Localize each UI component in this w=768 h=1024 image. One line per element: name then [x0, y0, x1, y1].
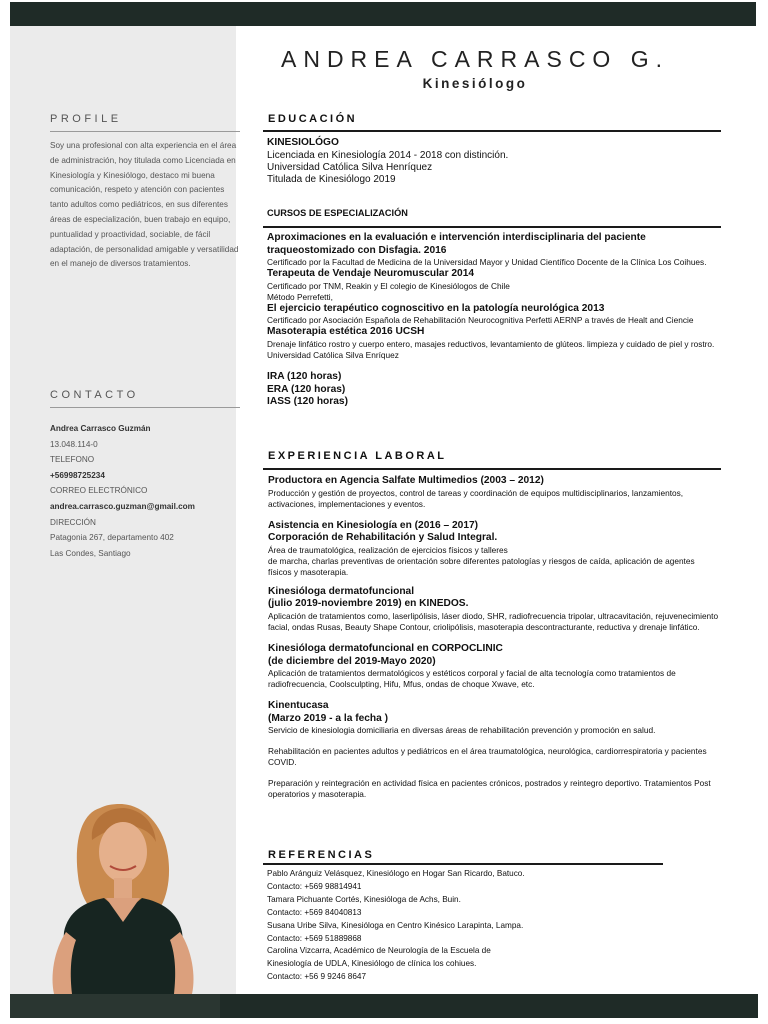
job-5-title: Kinentucasa	[268, 700, 329, 712]
education-line-1: Licenciada en Kinesiología 2014 - 2018 con distinción.	[267, 149, 509, 161]
job-5-period: (Marzo 2019 - a la fecha )	[268, 712, 389, 724]
job-1-desc: Producción y gestión de proyectos, control de tareas y coordinación de equipos multidisciplinarios, lanzamientos, activaciones, implementaciones y eventos.	[268, 487, 684, 509]
phone-label: TELEFONO	[50, 455, 95, 465]
course-3-desc: Certificado por Asociación Española de Rehabilitación Neurocognitiva Perfetti AERNP a través de Healt and Ciencie	[267, 315, 694, 326]
references-heading: REFERENCIAS	[268, 849, 375, 861]
contact-heading: CONTACTO	[50, 389, 139, 401]
address-line2: Las Condes, Santiago	[50, 548, 131, 558]
extra-course-ira: IRA (120 horas)	[267, 370, 342, 382]
course-3-title: El ejercicio terapéutico cognoscitivo en la patología neurológica 2013	[267, 302, 605, 314]
course-3-prefix: Método Perrefetti,	[267, 291, 333, 302]
job-2-desc-1: Área de traumatológica, realización de ejercicios físicos y talleres	[268, 544, 508, 555]
reference-line-5: Susana Uribe Silva, Kinesióloga en Centro Kinésico Larapinta, Lampa.	[267, 920, 524, 930]
job-3-desc: Aplicación de tratamientos como, laserlipólisis, láser diodo, SHR, radiofrecuencia tripolar, ultracavitación, rejuvenecimiento facial, ondas Rusas, Beauty Shape Contour, criolipólisis, masoterapia descontracturante, reductiva y drenaje linfático.	[268, 610, 719, 632]
reference-line-8: Kinesiología de UDLA, Kinesiólogo de clínica los cohiues.	[267, 959, 477, 969]
bottom-bar	[220, 994, 758, 1018]
education-degree-block	[267, 137, 719, 187]
contact-block	[50, 421, 240, 561]
degree-title: KINESIOLÓGO	[267, 137, 339, 148]
experience-list	[268, 475, 720, 800]
contact-rut: 13.048.114-0	[50, 439, 98, 449]
course-2-title: Terapeuta de Vendaje Neuromuscular 2014	[267, 268, 475, 280]
job-2-organization: Corporación de Rehabilitación y Salud Integral.	[268, 532, 498, 544]
contact-divider	[50, 407, 240, 408]
course-4-institution: Universidad Católica Silva Enríquez	[267, 349, 399, 360]
contact-name: Andrea Carrasco Guzmán	[50, 424, 151, 433]
course-2-desc: Certificado por TNM, Reakin y El colegio de Kinesiólogos de Chile	[267, 280, 510, 291]
profile-divider	[50, 131, 240, 132]
phone-value[interactable]: +56998725234	[50, 470, 105, 480]
bottom-bar-left	[10, 994, 220, 1018]
top-bar	[10, 2, 756, 26]
job-4-title: Kinesióloga dermatofuncional en CORPOCLINIC	[268, 642, 503, 654]
email-value[interactable]: andrea.carrasco.guzman@gmail.com	[50, 501, 195, 511]
profile-photo	[40, 800, 215, 994]
education-heading: EDUCACIÓN	[268, 113, 358, 125]
course-1-desc: Certificado por la Facultad de Medicina de la Universidad Mayor y Unidad Científico Docente de la Clínica Los Coihues.	[267, 257, 707, 268]
course-4-title: Masoterapia estética 2016 UCSH	[267, 326, 425, 338]
job-1-title: Productora en Agencia Salfate Multimedios (2003 – 2012)	[268, 475, 544, 486]
references-divider	[263, 863, 663, 865]
courses-heading-wrap	[267, 208, 719, 218]
job-3-period: (julio 2019-noviembre 2019) en KINEDOS.	[268, 598, 469, 610]
references-list	[267, 868, 719, 984]
job-5-desc-3: Preparación y reintegración en actividad física en pacientes crónicos, postrados y reintegro deportivo. Tratamientos Post operatorios y masoterapia.	[268, 778, 711, 800]
address-line1: Patagonia 267, departamento 402	[50, 533, 174, 543]
courses-list	[267, 232, 719, 409]
education-line-3: Titulada de Kinesiólogo 2019	[267, 174, 396, 186]
job-title: Kinesiólogo	[422, 76, 528, 91]
extra-course-era: ERA (120 horas)	[267, 383, 346, 395]
reference-line-6: Contacto: +569 51889868	[267, 933, 362, 943]
email-label: CORREO ELECTRÓNICO	[50, 486, 148, 496]
page-title: ANDREA CARRASCO G.	[281, 46, 669, 72]
course-1-title: Aproximaciones en la evaluación e intervención interdisciplinaria del paciente traqueostomizado con Disfagia. 2016	[267, 232, 646, 256]
job-2-title: Asistencia en Kinesiología en (2016 – 2017)	[268, 519, 479, 531]
extra-course-iass: IASS (120 horas)	[267, 396, 348, 408]
reference-line-4: Contacto: +569 84040813	[267, 907, 362, 917]
profile-heading: PROFILE	[50, 113, 122, 125]
job-2-desc-2: de marcha, charlas preventivas de orientación sobre diferentes patologías y riesgos de caída, aplicación de agentes físicos y masoterapia.	[268, 555, 695, 577]
job-4-desc: Aplicación de tratamientos dermatológicos y estéticos corporal y facial de alta tecnología como tratamientos de radiofrecuencia, Coolsculpting, Hifu, Mfus, ondas de choque Xwave, etc.	[268, 668, 676, 690]
courses-heading: CURSOS DE ESPECIALIZACIÓN	[267, 208, 408, 218]
reference-line-1: Pablo Aránguiz Velásquez, Kinesiólogo en Hogar San Ricardo, Batuco.	[267, 869, 525, 878]
reference-line-7: Carolina Vizcarra, Académico de Neurología de la Escuela de	[267, 946, 491, 956]
profile-text: Soy una profesional con alta experiencia en el área de administración, hoy titulada como Licenciada en Kinesiología y Kinesiólogo, destaco mi buena comunicación, respeto y atención con pacientes tanto adultos como pediátricos, en sus diferentes áreas de especialización, buen trabajo en equipo, puntualidad y proactividad, sociable, de fácil adaptación, de personalidad amigable y versatilidad en el manejo de diversos tratamientos.	[50, 141, 239, 269]
experience-divider	[263, 468, 721, 470]
courses-divider	[263, 226, 721, 228]
job-5-desc-2: Rehabilitación en pacientes adultos y pediátricos en el área traumatológica, neurológica, cardiorrespiratoria y pacientes COVID.	[268, 746, 707, 768]
experience-heading: EXPERIENCIA LABORAL	[268, 450, 447, 462]
reference-line-2: Contacto: +569 98814941	[267, 881, 362, 891]
reference-line-3: Tamara Pichuante Cortés, Kinesióloga de Achs, Buin.	[267, 894, 461, 904]
reference-line-9: Contacto: +56 9 9246 8647	[267, 972, 367, 982]
course-4-desc: Drenaje linfático rostro y cuerpo entero, masajes reductivos, levantamiento de glúteos. limpieza y cuidado de piel y rostro.	[267, 338, 715, 349]
education-line-2: Universidad Católica Silva Henríquez	[267, 162, 433, 173]
address-label: DIRECCIÓN	[50, 517, 96, 527]
job-5-desc-1: Servicio de kinesiologia domiciliaria en diversas áreas de rehabilitación prevención y promoción en salud.	[268, 725, 656, 736]
job-3-title: Kinesióloga dermatofuncional	[268, 585, 415, 597]
job-4-period: (de diciembre del 2019-Mayo 2020)	[268, 655, 436, 667]
education-divider	[263, 130, 721, 132]
